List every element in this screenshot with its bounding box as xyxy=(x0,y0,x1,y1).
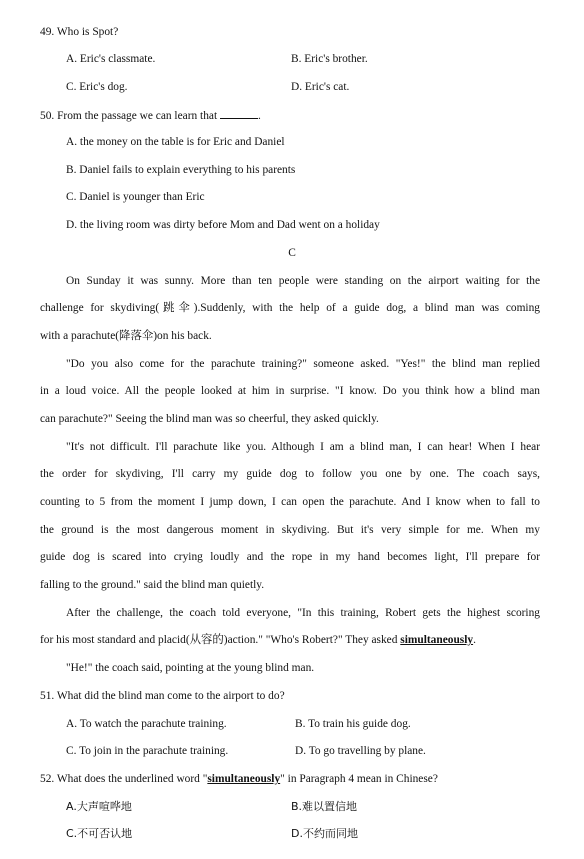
passage-line: counting to 5 from the moment I jump down, I can open the parachute. And I know when to fall to xyxy=(40,496,540,508)
q49-stem: 49. Who is Spot? xyxy=(40,26,119,38)
q52-option-d: D.不约而同地 xyxy=(291,827,358,840)
q51-option-b: B. To train his guide dog. xyxy=(295,718,411,730)
q52-option-a: A.大声喧哗地 xyxy=(66,800,132,813)
passage-line: guide dog is scared into crying loudly and the rope in my hand becomes light, I'll prepare for xyxy=(40,551,540,563)
q50-option-c: C. Daniel is younger than Eric xyxy=(66,191,205,203)
passage-line: challenge for skydiving(跳伞).Suddenly, with the help of a guide dog, a blind man was coming xyxy=(40,302,540,314)
q49-option-a: A. Eric's classmate. xyxy=(66,53,156,65)
q50-option-b: B. Daniel fails to explain everything to his parents xyxy=(66,164,296,176)
q50-option-d: D. the living room was dirty before Mom and Dad went on a holiday xyxy=(66,219,380,231)
q52-stem-text: 52. What does the underlined word " xyxy=(40,773,208,785)
q52-stem xyxy=(40,772,438,786)
passage-line: falling to the ground." said the blind man quietly. xyxy=(40,579,265,591)
q49-option-d: D. Eric's cat. xyxy=(291,81,350,93)
underlined-word: simultaneously xyxy=(207,773,281,785)
q51-stem: 51. What did the blind man come to the airport to do? xyxy=(40,690,285,702)
passage-line: On Sunday it was sunny. More than ten people were standing on the airport waiting for the xyxy=(66,275,540,287)
q52-stem-text: " in Paragraph 4 mean in Chinese? xyxy=(280,773,438,785)
q51-option-c: C. To join in the parachute training. xyxy=(66,745,229,757)
passage-text: . xyxy=(473,634,476,646)
q49-option-b: B. Eric's brother. xyxy=(291,53,368,65)
passage-line: "It's not difficult. I'll parachute like you. Although I am a blind man, I can hear! When I hear xyxy=(66,441,540,453)
section-label: C xyxy=(288,247,296,259)
q51-option-a: A. To watch the parachute training. xyxy=(66,718,227,730)
q50-option-a: A. the money on the table is for Eric and Daniel xyxy=(66,136,285,148)
passage-line: the order for skydiving, I'll carry my guide dog to follow you one by one. The coach says, xyxy=(40,468,540,480)
passage-line: in a loud voice. All the people looked at him in surprise. "I know. Do you think how a blind man xyxy=(40,385,540,397)
passage-line: "He!" the coach said, pointing at the young blind man. xyxy=(66,662,315,674)
passage-line: the ground is the most dangerous moment in skydiving. But it's very simple for me. When my xyxy=(40,524,540,536)
q49-option-c: C. Eric's dog. xyxy=(66,81,128,93)
passage-text: for his most standard and placid(从容的)action." "Who's Robert?" They asked xyxy=(40,634,401,646)
q50-stem xyxy=(40,108,261,123)
underlined-word: simultaneously xyxy=(400,634,474,646)
passage-line xyxy=(40,633,476,647)
passage-line: can parachute?" Seeing the blind man was so cheerful, they asked quickly. xyxy=(40,413,379,425)
q50-stem-text: 50. From the passage we can learn that xyxy=(40,110,220,122)
q52-option-b: B.难以置信地 xyxy=(291,800,358,813)
passage-line: After the challenge, the coach told everyone, "In this training, Robert gets the highest scoring xyxy=(66,607,540,619)
passage-line: with a parachute(降落伞)on his back. xyxy=(40,330,212,342)
q51-option-d: D. To go travelling by plane. xyxy=(295,745,426,757)
q50-stem-end: . xyxy=(257,110,261,122)
passage-line: "Do you also come for the parachute training?" someone asked. "Yes!" the blind man replied xyxy=(66,358,540,370)
q52-option-c: C.不可否认地 xyxy=(66,827,133,840)
answer-blank xyxy=(220,108,258,119)
